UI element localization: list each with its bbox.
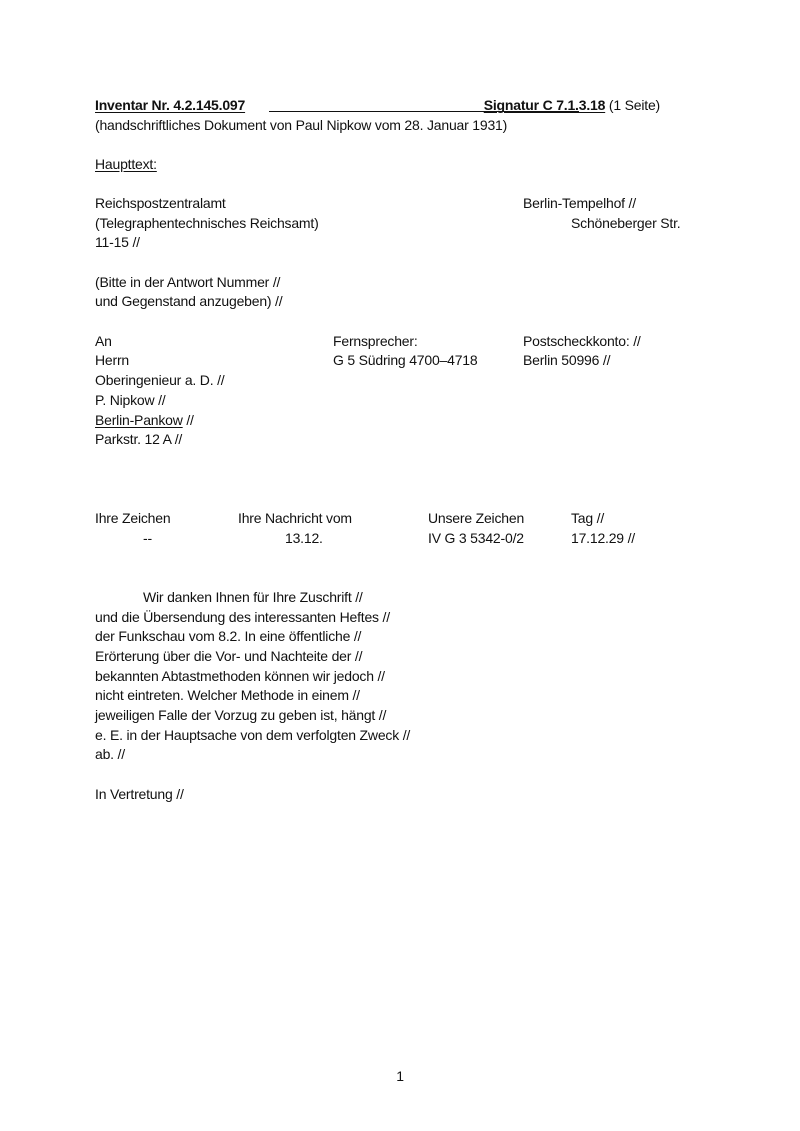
- ref-value-your-message: 13.12.: [285, 530, 323, 546]
- body-line: nicht eintreten. Welcher Methode in einem //: [95, 687, 360, 703]
- ref-value-date: 17.12.29 //: [571, 530, 635, 546]
- ref-header-our-sign: Unsere Zeichen: [428, 510, 525, 526]
- postal-account-label: Postscheckkonto: //: [523, 333, 641, 349]
- ref-header-date: Tag //: [571, 510, 605, 526]
- inventory-number: Inventar Nr. 4.2.145.097: [95, 97, 246, 113]
- body-line: Wir danken Ihnen für Ihre Zuschrift //: [143, 589, 363, 605]
- ref-header-your-sign: Ihre Zeichen: [95, 510, 171, 526]
- recipient-line: P. Nipkow //: [95, 392, 166, 408]
- sender-street: Schöneberger Str.: [571, 215, 681, 231]
- closing-line: In Vertretung //: [95, 786, 184, 802]
- body-line: ab. //: [95, 746, 125, 762]
- phone-value: G 5 Südring 4700–4718: [333, 352, 478, 368]
- section-title: Haupttext:: [95, 156, 157, 172]
- body-line: der Funkschau vom 8.2. In eine öffentliche //: [95, 628, 362, 644]
- signature-block: [484, 95, 660, 115]
- reply-note-line-1: (Bitte in der Antwort Nummer //: [95, 274, 281, 290]
- recipient-line: An: [95, 333, 112, 349]
- document-description: (handschriftliches Dokument von Paul Nipkow vom 28. Januar 1931): [95, 117, 508, 133]
- ref-value-our-sign: IV G 3 5342-0/2: [428, 530, 524, 546]
- body-line: bekannten Abtastmethoden können wir jedoch //: [95, 668, 385, 684]
- recipient-city-line: [95, 410, 194, 430]
- ref-header-your-message: Ihre Nachricht vom: [238, 510, 352, 526]
- page-count-note: (1 Seite): [605, 97, 660, 113]
- sender-name: Reichspostzentralamt: [95, 195, 226, 211]
- phone-label: Fernsprecher:: [333, 333, 418, 349]
- recipient-city: Berlin-Pankow: [95, 412, 183, 428]
- recipient-city-suffix: //: [182, 412, 194, 428]
- signature-number: Signatur C 7.1.3.18: [483, 97, 606, 113]
- reply-note-line-2: und Gegenstand anzugeben) //: [95, 293, 283, 309]
- sender-location: Berlin-Tempelhof //: [523, 195, 636, 211]
- document-header: [95, 95, 660, 115]
- body-line: und die Übersendung des interessanten Heftes //: [95, 609, 390, 625]
- recipient-line: Herrn: [95, 352, 130, 368]
- body-line: e. E. in der Hauptsache von dem verfolgten Zweck //: [95, 727, 411, 743]
- recipient-line: Parkstr. 12 A //: [95, 431, 183, 447]
- body-line: Erörterung über die Vor- und Nachteite der //: [95, 648, 363, 664]
- postal-account-value: Berlin 50996 //: [523, 352, 611, 368]
- recipient-line: Oberingenieur a. D. //: [95, 372, 225, 388]
- ref-value-your-sign: --: [143, 530, 152, 546]
- page-number: 1: [396, 1068, 404, 1084]
- sender-subtitle: (Telegraphentechnisches Reichsamt): [95, 215, 319, 231]
- sender-street-number: 11-15 //: [95, 234, 140, 250]
- body-line: jeweiligen Falle der Vorzug zu geben ist, hängt //: [95, 707, 387, 723]
